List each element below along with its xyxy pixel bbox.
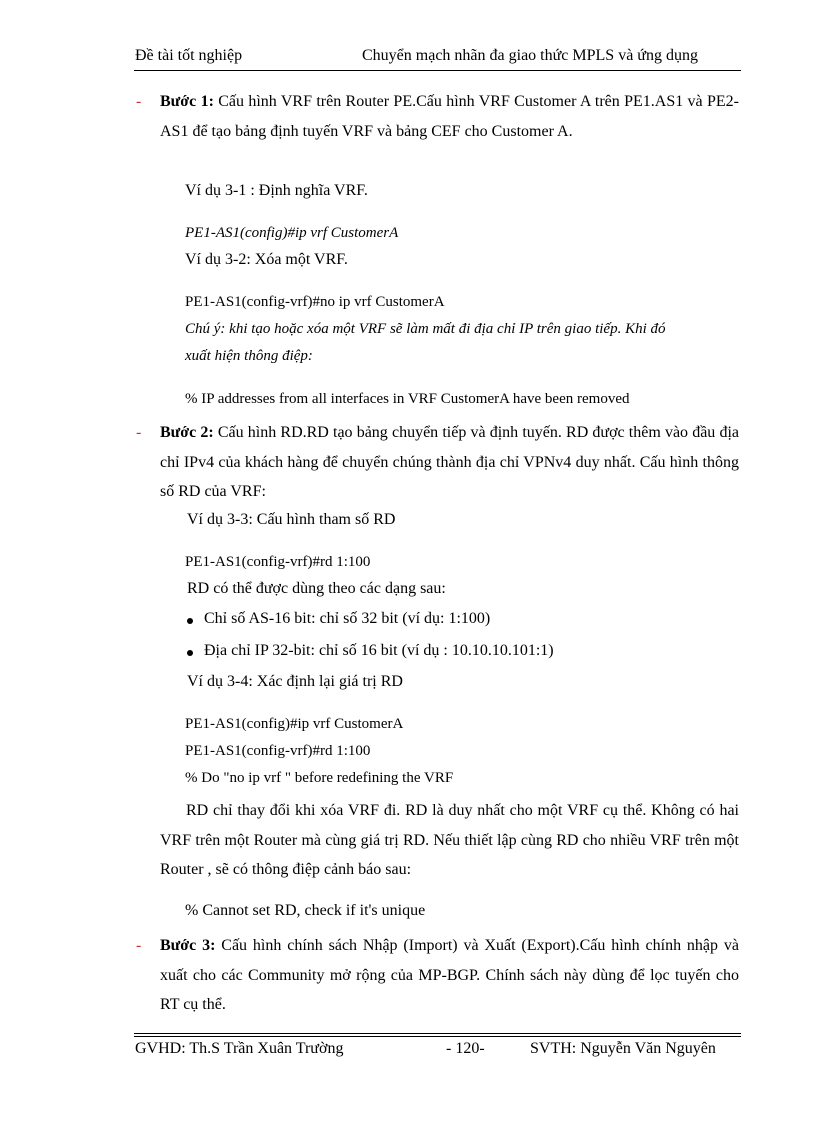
footer-rule-thin [134, 1033, 741, 1034]
rd-form-item: Địa chỉ IP 32-bit: chỉ số 16 bit (ví dụ : 10.10.10.101:1) [204, 642, 554, 659]
bullet-dot [187, 618, 193, 624]
rd-forms-intro: RD có thể được dùng theo các dạng sau: [187, 580, 446, 597]
redefine-message: % Do "no ip vrf " before redefining the VRF [185, 770, 454, 786]
example-3-1-caption: Ví dụ 3-1 : Định nghĩa VRF. [185, 182, 368, 199]
rd-paragraph: RD chỉ thay đổi khi xóa VRF đi. RD là duy nhất cho một VRF cụ thể. Không có hai VRF trên một Router mà cùng giá trị RD. Nếu thiết lập cùng RD cho nhiều VRF trên một Router , sẽ có thông điệp cảnh báo sau: [160, 802, 739, 878]
header-rule [134, 70, 741, 71]
step1-text: Cấu hình VRF trên Router PE.Cấu hình VRF Customer A trên PE1.AS1 và PE2-AS1 để tạo bảng định tuyến VRF và bảng CEF cho Customer A. [160, 93, 740, 140]
step3-label: Bước 3: [160, 937, 216, 954]
list-dash: - [136, 937, 142, 954]
rd-warning: % Cannot set RD, check if it's unique [185, 902, 426, 919]
step1-label: Bước 1: [160, 93, 214, 110]
note-line-1: Chú ý: khi tạo hoặc xóa một VRF sẽ làm mất đi địa chỉ IP trên giao tiếp. Khi đó [185, 321, 666, 337]
example-3-2-caption: Ví dụ 3-2: Xóa một VRF. [185, 251, 348, 268]
note-line-2: xuất hiện thông điệp: [185, 348, 313, 364]
footer-rule-thick [134, 1036, 741, 1037]
footer-advisor: GVHD: Th.S Trần Xuân Trường [135, 1040, 344, 1057]
example-3-4-code-2: PE1-AS1(config-vrf)#rd 1:100 [185, 743, 371, 759]
step2-text: Cấu hình RD.RD tạo bảng chuyển tiếp và định tuyến. RD được thêm vào đầu địa chỉ IPv4 của khách hàng để chuyển chúng thành địa chỉ VPNv4 duy nhất. Cấu hình thông số RD của VRF: [160, 424, 740, 500]
step3-paragraph [160, 931, 739, 1020]
header-left: Đề tài tốt nghiệp [135, 47, 243, 64]
removed-message: % IP addresses from all interfaces in VRF CustomerA have been removed [185, 391, 630, 407]
example-3-2-code: PE1-AS1(config-vrf)#no ip vrf CustomerA [185, 294, 445, 310]
list-dash: - [136, 93, 142, 110]
rd-form-item: Chỉ số AS-16 bit: chỉ số 32 bit (ví dụ: 1:100) [204, 610, 491, 627]
example-3-1-code: PE1-AS1(config)#ip vrf CustomerA [185, 225, 399, 241]
step2-label: Bước 2: [160, 424, 214, 441]
example-3-3-code: PE1-AS1(config-vrf)#rd 1:100 [185, 554, 371, 570]
list-dash: - [136, 424, 142, 441]
bullet-dot [187, 650, 193, 656]
example-3-4-caption: Ví dụ 3-4: Xác định lại giá trị RD [187, 673, 403, 690]
step2-paragraph [160, 418, 739, 507]
header-right: Chuyển mạch nhãn đa giao thức MPLS và ứng dụng [362, 47, 698, 64]
step3-text: Cấu hình chính sách Nhập (Import) và Xuất (Export).Cấu hình chính nhập và xuất cho các Community mở rộng của MP-BGP. Chính sách này dùng để lọc tuyến cho RT cụ thể. [160, 937, 739, 1013]
footer-page-number: - 120- [446, 1040, 485, 1057]
example-3-3-caption: Ví dụ 3-3: Cấu hình tham số RD [187, 511, 396, 528]
footer-student: SVTH: Nguyễn Văn Nguyên [530, 1040, 716, 1057]
example-3-4-code-1: PE1-AS1(config)#ip vrf CustomerA [185, 716, 404, 732]
step1-paragraph [160, 87, 739, 146]
